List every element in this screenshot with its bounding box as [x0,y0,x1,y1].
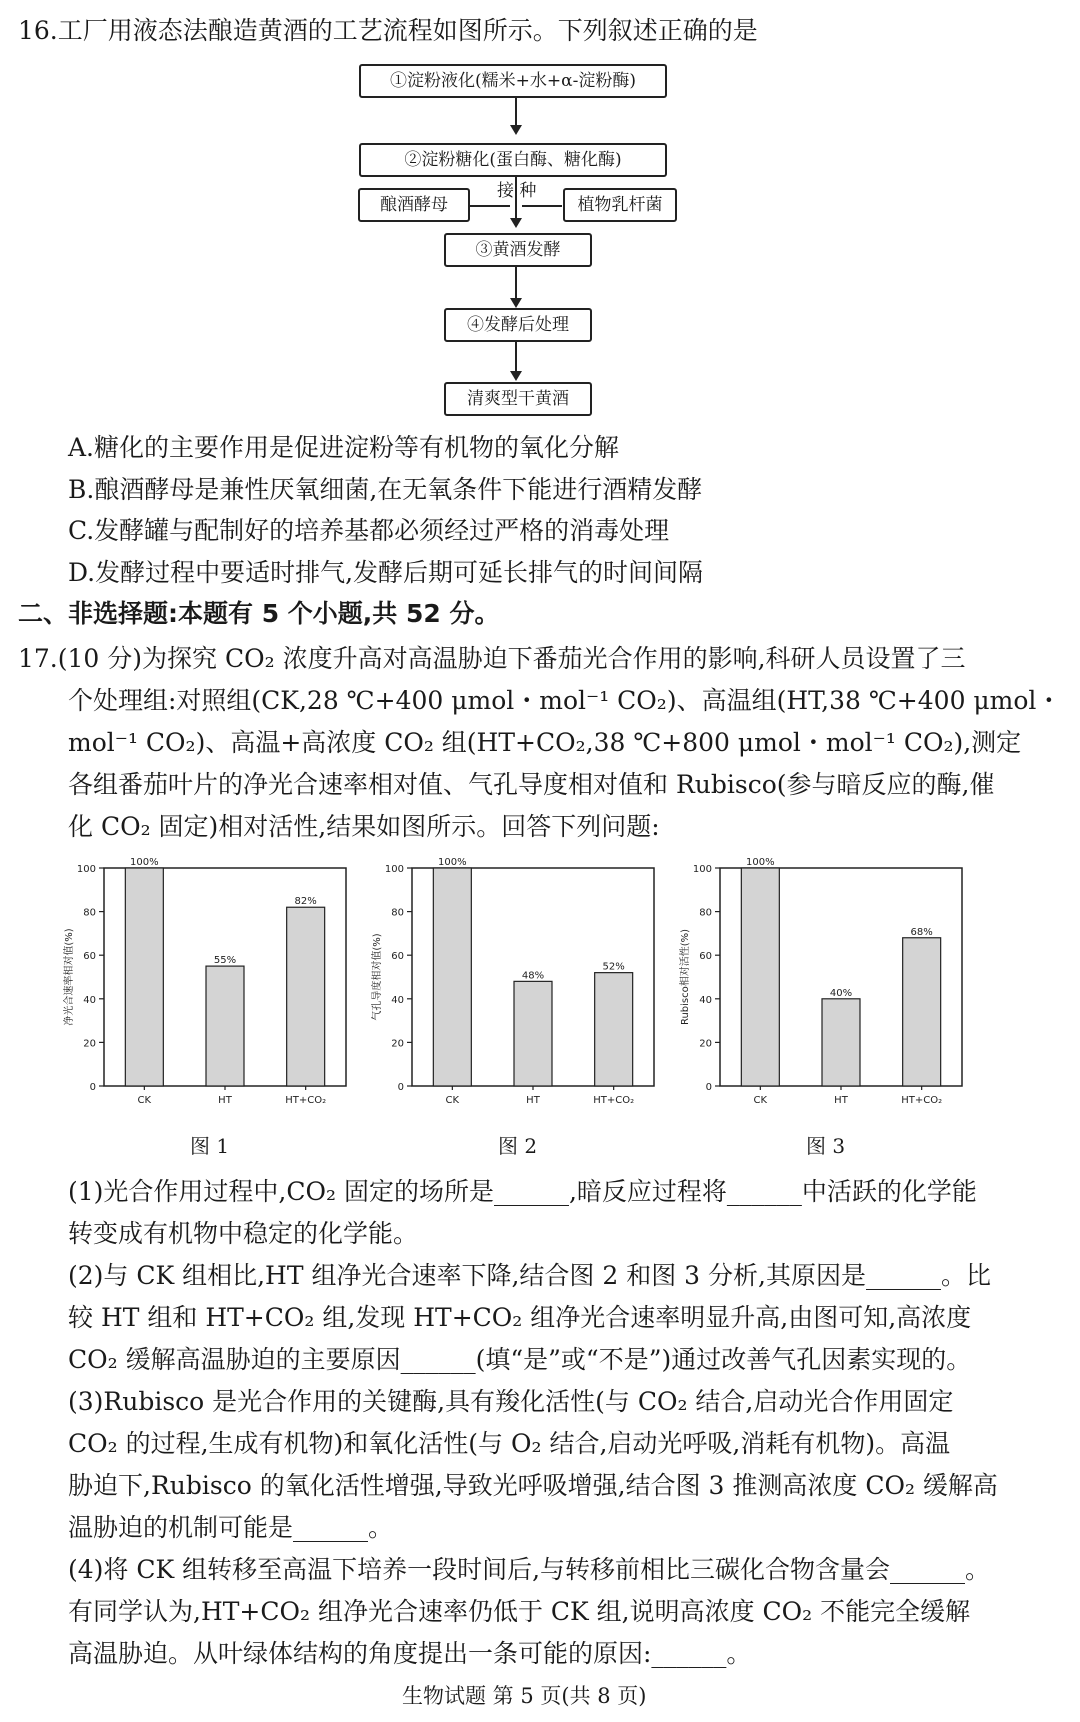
q16-option-b: B.酿酒酵母是兼性厌氧细菌,在无氧条件下能进行酒精发酵 [68,475,703,504]
chart-figure-3 [676,858,976,1118]
q17-question-line: 胁迫下,Rubisco 的氧化活性增强,导致光呼吸增强,结合图 3 推测高浓度 CO₂ 缓解高 [68,1471,998,1500]
y-tick-label: 20 [699,1038,712,1050]
x-tick-label: CK [445,1095,460,1106]
q16-option-d: D.发酵过程中要适时排气,发酵后期可延长排气的时间间隔 [68,558,704,587]
flow-join-right [522,205,562,207]
section-heading: 二、非选择题:本题有 5 个小题,共 52 分。 [18,599,500,628]
bar [433,868,471,1086]
x-tick-label: CK [137,1095,152,1106]
bar-value-label: 40% [829,987,853,999]
q17-question-line: 高温胁迫。从叶绿体结构的角度提出一条可能的原因:______。 [68,1639,752,1668]
y-tick-label: 80 [391,907,404,919]
figure-caption-3: 图 3 [806,1134,846,1158]
flow-arrow-1 [515,97,517,133]
q16-option-c: C.发酵罐与配制好的培养基都必须经过严格的消毒处理 [68,516,670,545]
bar-value-label: 100% [130,858,159,868]
y-axis-label: Rubisco相对活性(%) [680,928,691,1026]
q17-question-line: (1)光合作用过程中,CO₂ 固定的场所是______,暗反应过程将______中活跃的化学能 [68,1177,977,1206]
y-tick-label: 0 [705,1082,712,1093]
q17-question-line: 有同学认为,HT+CO₂ 组净光合速率仍低于 CK 组,说明高浓度 CO₂ 不能完全缓解 [68,1597,971,1626]
y-axis-label: 净光合速率相对值(%) [64,928,75,1026]
y-tick-label: 40 [83,994,96,1006]
bar [514,981,552,1086]
y-tick-label: 0 [397,1082,404,1093]
y-tick-label: 100 [76,864,96,875]
q17-question-line: (3)Rubisco 是光合作用的关键酶,具有羧化活性(与 CO₂ 结合,启动光合作用固定 [68,1387,954,1416]
page-footer: 生物试题 第 5 页(共 8 页) [402,1684,647,1708]
y-axis-label: 气孔导度相对值(%) [372,933,383,1021]
q16-option-a: A.糖化的主要作用是促进淀粉等有机物的氧化分解 [68,433,620,462]
y-tick-label: 60 [699,951,712,963]
bar-value-label: 55% [213,955,237,967]
flow-step-3: ③黄酒发酵 [444,233,592,267]
y-tick-label: 80 [699,907,712,919]
figure-caption-1: 图 1 [190,1134,230,1158]
flow-arrow-3 [515,266,517,306]
x-tick-label: HT [218,1095,232,1106]
q17-intro-line: 化 CO₂ 固定)相对活性,结果如图所示。回答下列问题: [68,812,660,841]
y-tick-label: 100 [692,864,712,875]
q16-stem: 16.工厂用液态法酿造黄酒的工艺流程如图所示。下列叙述正确的是 [18,16,758,45]
q17-question-line: 转变成有机物中稳定的化学能。 [68,1219,419,1248]
q17-question-line: (2)与 CK 组相比,HT 组净光合速率下降,结合图 2 和图 3 分析,其原因是______。比 [68,1261,991,1290]
y-tick-label: 100 [384,864,404,875]
x-tick-label: CK [753,1095,768,1106]
bar-value-label: 52% [602,961,625,973]
bar-value-label: 100% [746,858,775,868]
bar-value-label: 82% [294,896,317,908]
y-tick-label: 60 [391,951,404,963]
x-tick-label: HT [526,1095,540,1106]
bar [822,999,860,1086]
q17-question-line: CO₂ 缓解高温胁迫的主要原因______(填“是”或“不是”)通过改善气孔因素实现的。 [68,1345,972,1374]
y-tick-label: 20 [83,1038,96,1050]
flow-join-left [470,205,510,207]
flow-inoculation: 接 种 [497,181,537,201]
chart-figure-1 [60,858,360,1118]
bar [741,868,779,1086]
x-tick-label: HT [834,1095,848,1106]
flow-product: 清爽型干黄酒 [444,382,592,416]
figure-caption-2: 图 2 [498,1134,538,1158]
flow-lactobacillus: 植物乳杆菌 [563,188,677,222]
bar-value-label: 48% [521,970,545,982]
flow-arrow-4 [515,341,517,379]
x-tick-label: HT+CO₂ [285,1095,327,1106]
q17-question-line: 较 HT 组和 HT+CO₂ 组,发现 HT+CO₂ 组净光合速率明显升高,由图可知,高浓度 [68,1303,972,1332]
y-tick-label: 40 [699,994,712,1006]
bar-value-label: 68% [910,926,933,938]
chart-figure-2 [368,858,668,1118]
bar [125,868,163,1086]
bar [595,973,633,1086]
bar [287,907,325,1086]
x-tick-label: HT+CO₂ [593,1095,635,1106]
y-tick-label: 20 [391,1038,404,1050]
y-tick-label: 0 [89,1082,96,1093]
bar-value-label: 100% [438,858,467,868]
bar [206,966,244,1086]
q17-intro-line: mol⁻¹ CO₂)、高温+高浓度 CO₂ 组(HT+CO₂,38 ℃+800 μmol・mol⁻¹ CO₂),测定 [68,728,1022,757]
q17-intro-line: 个处理组:对照组(CK,28 ℃+400 μmol・mol⁻¹ CO₂)、高温组(HT,38 ℃+400 μmol・ [68,686,1062,715]
bar [903,938,941,1086]
flow-step-2: ②淀粉糖化(蛋白酶、糖化酶) [359,143,667,177]
q17-question-line: 温胁迫的机制可能是______。 [68,1513,394,1542]
q17-intro-line: 17.(10 分)为探究 CO₂ 浓度升高对高温胁迫下番茄光合作用的影响,科研人员设置了三 [18,644,966,673]
q17-question-line: CO₂ 的过程,生成有机物)和氧化活性(与 O₂ 结合,启动光呼吸,消耗有机物)。高温 [68,1429,951,1458]
x-tick-label: HT+CO₂ [901,1095,943,1106]
y-tick-label: 40 [391,994,404,1006]
flow-step-4: ④发酵后处理 [444,308,592,342]
q17-intro-line: 各组番茄叶片的净光合速率相对值、气孔导度相对值和 Rubisco(参与暗反应的酶,催 [68,770,995,799]
q17-question-line: (4)将 CK 组转移至高温下培养一段时间后,与转移前相比三碳化合物含量会______。 [68,1555,991,1584]
flow-step-1: ①淀粉液化(糯米+水+α-淀粉酶) [359,64,667,98]
y-tick-label: 80 [83,907,96,919]
y-tick-label: 60 [83,951,96,963]
flow-yeast: 酿酒酵母 [358,188,470,222]
